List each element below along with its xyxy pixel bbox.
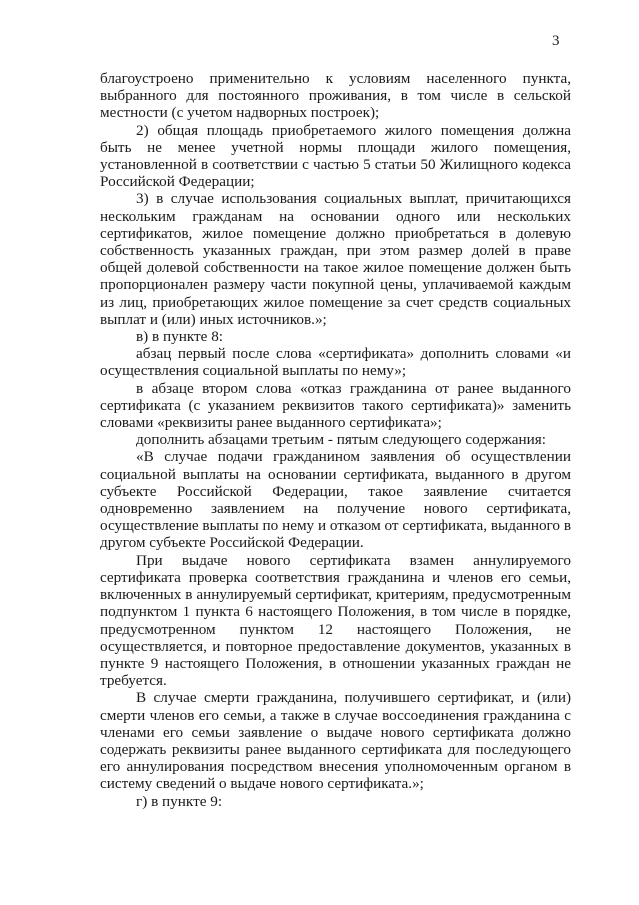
paragraph-9: При выдаче нового сертификата взамен аннулируемого сертификата проверка соответствия гражданина и членов его семьи, включенных в аннулируемый сертификат, критериям, предусмотренным подпунктом 1 пункта 6 настоящего Положения, в том числе в порядке, предусмотренном пунктом 12 настоящего Положения, не осуществляется, и повторное предоставление документов, указанных в пункте 9 настоящего Положения, в отношении указанных граждан не требуется. xyxy=(100,551,571,690)
paragraph-5: абзац первый после слова «сертификата» дополнить словами «и осуществления социальной выплаты по нему»; xyxy=(100,345,571,380)
paragraph-1: благоустроено применительно к условиям населенного пункта, выбранного для постоянного проживания, в том числе в сельской местности (с учетом надворных построек); xyxy=(100,70,571,122)
paragraph-10: В случае смерти гражданина, получившего сертификат, и (или) смерти членов его семьи, а также в случае воссоединения гражданина с членами его семьи заявление о выдаче нового сертификата должно содержать реквизиты ранее выданного сертификата для последующего его аннулирования посредством внесения уполномоченным органом в систему сведений о выдаче нового сертификата.»; xyxy=(100,689,571,793)
paragraph-11: г) в пункте 9: xyxy=(136,792,223,810)
paragraph-8: «В случае подачи гражданином заявления об осуществлении социальной выплаты на основании сертификата, выданного в другом субъекте Российской Федерации, такое заявление считается одновременно заявлением на получение нового сертификата, осуществление выплаты по нему и отказом от сертификата, выданного в другом субъекте Российской Федерации. xyxy=(100,448,571,552)
paragraph-6: в абзаце втором слова «отказ гражданина от ранее выданного сертификата (с указанием реквизитов такого сертификата)» заменить словами «реквизиты ранее выданного сертификата»; xyxy=(100,379,571,432)
document-body xyxy=(100,70,571,810)
paragraph-7: дополнить абзацами третьим - пятым следующего содержания: xyxy=(136,431,546,449)
paragraph-4: в) в пункте 8: xyxy=(136,328,224,346)
page-number: 3 xyxy=(552,33,560,49)
paragraph-2: 2) общая площадь приобретаемого жилого помещения должна быть не менее учетной нормы площади жилого помещения, установленной в соответствии с частью 5 статьи 50 Жилищного кодекса Российской Федерации; xyxy=(100,121,571,191)
paragraph-3: 3) в случае использования социальных выплат, причитающихся нескольким гражданам на основании одного или нескольких сертификатов, жилое помещение должно приобретаться в долевую собственность указанных граждан, при этом размер долей в праве общей долевой собственности на такое жилое помещение должен быть пропорционален размеру части покупной цены, уплачиваемой каждым из лиц, приобретающих жилое помещение за счет средств социальных выплат и (или) иных источников.»; xyxy=(100,190,571,328)
